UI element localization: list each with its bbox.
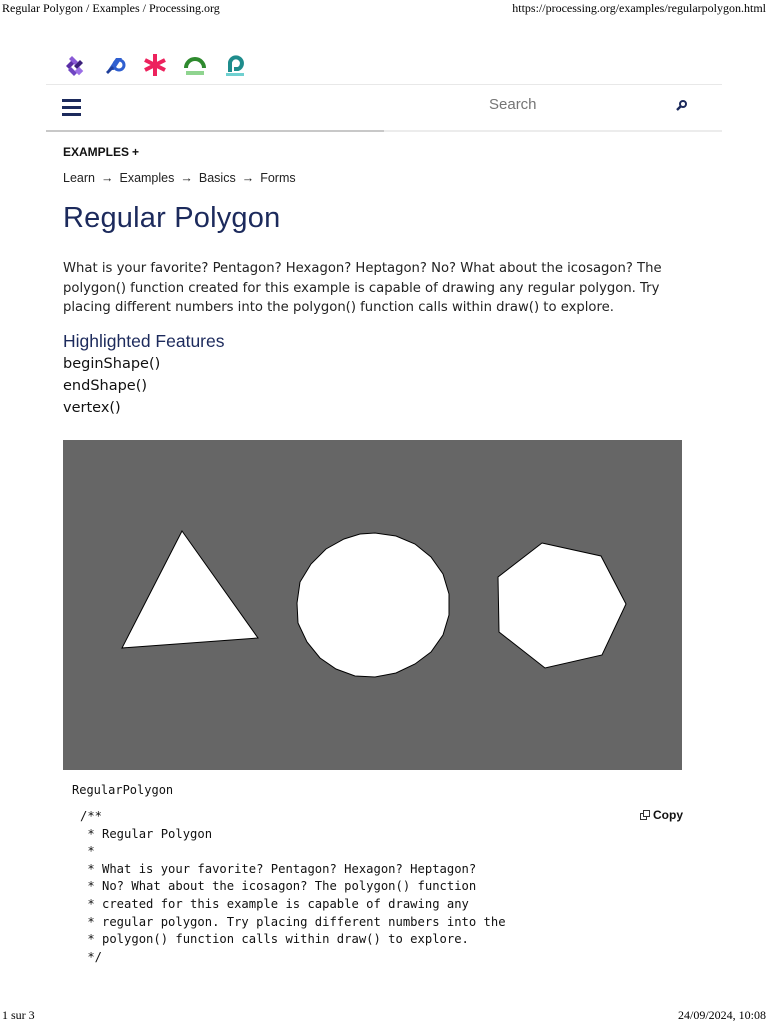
copy-button[interactable] — [640, 808, 683, 822]
print-header-title: Regular Polygon / Examples / Processing.org — [2, 1, 220, 15]
page-title: Regular Polygon — [63, 202, 281, 234]
breadcrumb-arrow-icon: → — [241, 171, 255, 185]
breadcrumb-examples[interactable]: Examples — [119, 171, 175, 185]
sketch-drawing — [63, 440, 682, 770]
breadcrumb-basics[interactable]: Basics — [198, 171, 236, 185]
examples-toggle[interactable] — [63, 145, 139, 159]
breadcrumb-forms[interactable]: Forms — [260, 171, 296, 185]
search-input[interactable] — [489, 96, 669, 113]
nav-divider — [46, 130, 722, 132]
example-description: What is your favorite? Pentagon? Hexagon? Heptagon? No? What about the icosagon? The polygon() function created for this example is capable of drawing any regular polygon. Try placing different numbers into the polygon() function calls within draw() to explore. — [63, 261, 662, 315]
arc-logo[interactable] — [182, 52, 208, 78]
breadcrumb — [63, 171, 296, 185]
copy-icon — [640, 810, 651, 821]
sketch-filename: RegularPolygon — [72, 783, 174, 797]
icosagon-shape — [297, 533, 449, 677]
print-footer-page: 1 sur 3 — [2, 1008, 35, 1022]
sketch-canvas[interactable] — [63, 440, 682, 770]
breadcrumb-learn[interactable]: Learn — [63, 171, 95, 185]
breadcrumb-arrow-icon: → — [100, 171, 114, 185]
search-icon[interactable] — [674, 99, 688, 113]
hook-logo[interactable] — [222, 52, 248, 78]
print-footer-datetime: 24/09/2024, 10:08 — [677, 1008, 766, 1022]
asterisk-logo[interactable] — [142, 52, 168, 78]
navbar — [46, 84, 722, 131]
feature-link-endshape[interactable]: endShape() — [63, 378, 148, 394]
features-heading: Highlighted Features — [63, 331, 225, 351]
code-block[interactable]: /** * Regular Polygon * * What is your favorite? Pentagon? Hexagon? Heptagon? * No? What about the icosagon? The polygon() function * created for this example is capable of drawing any * regular polygon. Try placing different numbers into the * polygon() function calls within draw() to explore. */ — [80, 809, 506, 964]
print-header — [0, 0, 768, 16]
triangle-shape — [122, 531, 258, 648]
plus-icon: + — [132, 145, 140, 159]
examples-toggle-label: EXAMPLES — [63, 145, 130, 159]
breadcrumb-arrow-icon: → — [180, 171, 193, 185]
processing-logo[interactable] — [62, 52, 88, 78]
print-footer — [0, 1008, 768, 1024]
feature-link-beginshape[interactable]: beginShape() — [63, 356, 161, 372]
copy-label: Copy — [653, 808, 683, 822]
p5js-logo[interactable] — [102, 52, 128, 78]
hamburger-icon[interactable] — [62, 99, 81, 116]
feature-link-vertex[interactable]: vertex() — [63, 400, 121, 416]
heptagon-shape — [498, 543, 626, 668]
print-header-url: https://processing.org/examples/regularpolygon.html — [512, 1, 766, 15]
